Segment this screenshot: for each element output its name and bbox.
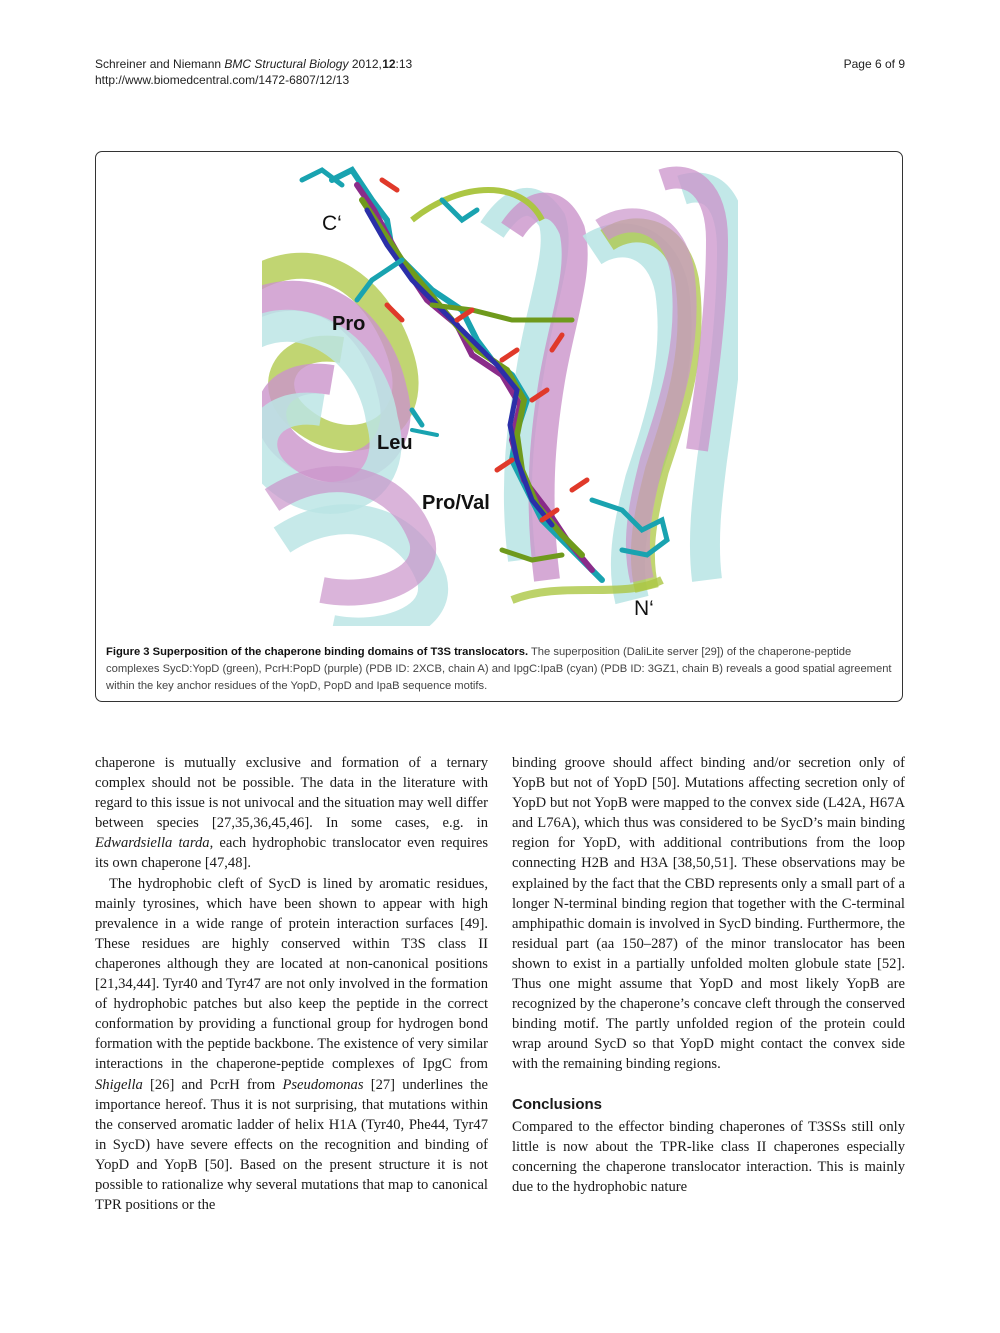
label-leu: Leu (377, 432, 413, 454)
right-column (512, 753, 905, 1197)
section-heading-conclusions: Conclusions (512, 1095, 603, 1113)
page-number: Page 6 of 9 (843, 57, 905, 71)
citation-line: Schreiner and Niemann BMC Structural Biology 2012, 12:13 (95, 57, 413, 71)
paragraph: Compared to the effector binding chaperones of T3SSs still only little is now about the TPR-like class II chaperones especially concerning the chaperone translocator interaction. This is mainly due to the hydrophobic nature (512, 1118, 905, 1195)
label-c-terminus: C‘ (322, 212, 342, 235)
article-url[interactable]: http://www.biomedcentral.com/1472-6807/12/13 (95, 73, 350, 87)
figure-3-structure-image (262, 160, 738, 626)
left-column (95, 753, 488, 1215)
label-pro: Pro (332, 313, 366, 335)
paragraph: The hydrophobic cleft of SycD is lined by aromatic residues, mainly tyrosines, which have been shown to appear with high prevalence in a wide range of protein interaction surfaces [49]. These residues are highly conserved within T3S class II chaperones although they are located at non-canonical positions [21,34,44]. Tyr40 and Tyr47 are not only involved in the formation of hydrophobic patches but also keep the peptide in the correct conformation by providing a functional group for hydrogen bond formation with the peptide backbone. The existence of very similar interactions in the chaperone-peptide complexes of IpgC from Shigella [26] and PcrH from Pseudomonas [27] underlines the importance hereof. Thus it is not surprising, that mutations within the conserved aromatic ladder of helix H1A (Tyr40, Phe44, Tyr47 in SycD) have severe effects on the recognition and binding of YopD and YopB [50]. Based on the present structure it is not possible to rationalize why several mutations that map to canonical TPR positions or the (95, 875, 488, 1214)
paragraph: chaperone is mutually exclusive and formation of a ternary complex should not be possible. The data in the literature with regard to this issue is not univocal and the situation may well differ between species [27,35,36,45,46]. In some cases, e.g. in Edwardsiella tarda, each hydrophobic translocator even requires its own chaperone [47,48]. (95, 755, 489, 872)
figure-3-caption: Figure 3 Superposition of the chaperone binding domains of T3S translocators. The superposition (DaliLite server [29]) of the chaperone-peptide complexes SycD:YopD (green), PcrH:PopD (purple) (PDB ID: 2XCB, chain A) and IpgC:IpaB (cyan) (PDB ID: 3GZ1, chain B) reveals a good spatial agreement within the key anchor residues of the YopD, PopD and IpaB sequence motifs. (106, 646, 892, 692)
label-n-terminus: N‘ (634, 597, 654, 620)
running-header (95, 56, 412, 88)
label-pro-val: Pro/Val (422, 492, 490, 514)
paragraph: binding groove should affect binding and/or secretion only of YopB but not of YopD [50]. Mutations affecting secretion only of YopD but not YopB were mapped to the convex side (L42A, H67A and L76A), which thus was considered to be SycD’s main binding region for YopD, with additional contributions from the loop connecting H2B and H3A [38,50,51]. These observations may be explained by the fact that the CBD represents only a small part of a longer N-terminal binding region that together with the C-terminal amphipathic domain is involved in SycD binding. Furthermore, the residual part (aa 150–287) of the minor translocator has been shown to exist in a partially unfolded molten globule state [52]. Thus one might assume that YopD and most likely YopB are recognized by the chaperone’s concave cleft through the conserved binding motif. The partly unfolded region of the protein could wrap around SycD so that YopD might contact the convex side with the remaining binding regions. (512, 755, 905, 1073)
